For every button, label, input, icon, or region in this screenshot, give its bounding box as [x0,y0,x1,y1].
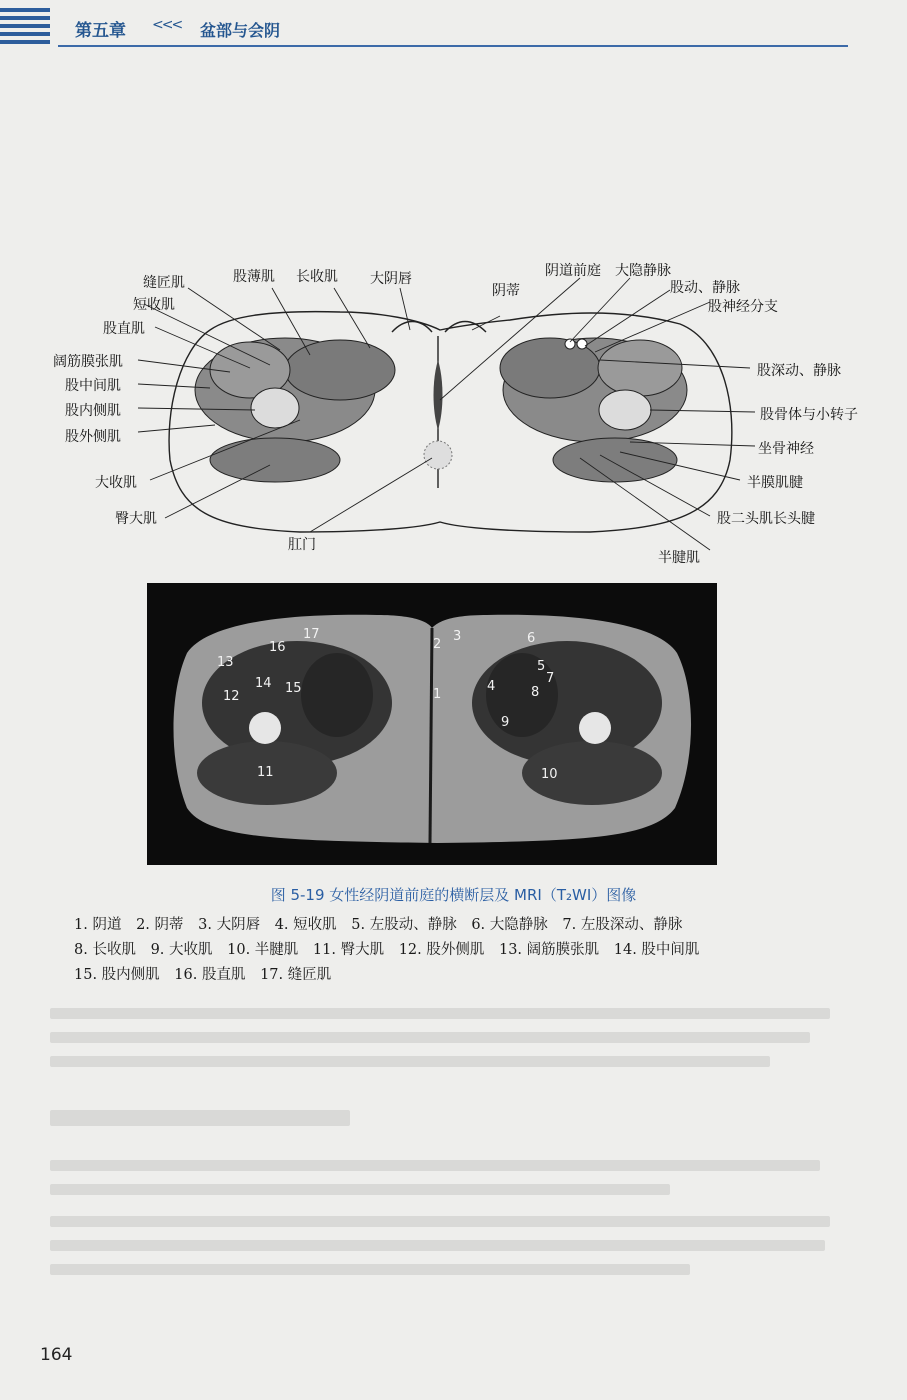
label-semimembranosus-tendon: 半膜肌腱 [747,475,803,491]
legend-item: 14. 股中间肌 [613,942,700,958]
legend-item: 7. 左股深动、静脉 [562,917,683,933]
legend-item: 15. 股内侧肌 [74,967,160,983]
legend-item: 11. 臀大肌 [312,942,385,958]
label-vastus-lateralis: 股外侧肌 [65,429,121,445]
label-frenulum: 阴蒂 [492,283,520,299]
label-adductor-magnus: 大收肌 [95,475,137,491]
mri-label-13: 13 [217,655,234,670]
legend-item: 4. 短收肌 [274,917,337,933]
page-number: 164 [40,1345,73,1365]
header-decoration [0,8,50,44]
legend-item: 6. 大隐静脉 [471,917,548,933]
chapter-number: 第五章 [75,21,126,41]
mri-label-16: 16 [269,640,286,655]
label-rectus-femoris: 股直肌 [103,321,145,337]
label-deep-femoral-vessels: 股深动、静脉 [757,363,841,379]
legend-item: 12. 股外侧肌 [398,942,485,958]
legend-item: 5. 左股动、静脉 [351,917,457,933]
mri-drawing [147,583,717,865]
label-vestibule: 阴道前庭 [545,263,601,279]
label-femur-trochanter: 股骨体与小转子 [760,407,858,423]
chevron-icon: <<< [152,17,182,33]
mri-label-5: 5 [537,659,546,674]
legend-item: 2. 阴蒂 [136,917,184,933]
mri-image [147,583,717,865]
mri-label-6: 6 [527,631,536,646]
label-labium-majus: 大阴唇 [370,271,412,287]
label-anus: 肛门 [288,537,316,553]
label-femoral-vessels: 股动、静脉 [670,280,740,296]
mri-label-4: 4 [487,679,496,694]
mri-label-11: 11 [257,765,274,780]
chapter-title: 盆部与会阴 [200,21,281,40]
anatomy-diagram [40,260,880,580]
legend-item: 10. 半腱肌 [227,942,299,958]
mri-label-8: 8 [531,685,540,700]
mri-label-1: 1 [433,687,442,702]
legend-item: 3. 大阴唇 [198,917,261,933]
legend-item: 13. 阔筋膜张肌 [498,942,600,958]
mri-label-15: 15 [285,681,302,696]
legend-item: 1. 阴道 [74,917,122,933]
label-gluteus-maximus: 臀大肌 [115,511,157,527]
legend-row [74,913,864,938]
mri-label-2: 2 [433,637,442,652]
label-biceps-femoris-tendon: 股二头肌长头腱 [717,511,815,527]
label-semitendinosus: 半腱肌 [658,550,700,566]
label-vastus-intermedius: 股中间肌 [65,378,121,394]
label-tensor-fasciae-latae: 阔筋膜张肌 [53,354,123,370]
mri-label-17: 17 [303,627,320,642]
label-adductor-brevis: 短收肌 [133,297,175,313]
legend-item: 8. 长收肌 [74,942,136,958]
legend-item: 9. 大收肌 [150,942,213,958]
header-rule [58,45,848,47]
label-vastus-medialis: 股内侧肌 [65,403,121,419]
label-femoral-nerve-branch: 股神经分支 [708,299,778,315]
mri-label-7: 7 [546,671,555,686]
label-gracilis: 股薄肌 [233,269,275,285]
mri-label-10: 10 [541,767,558,782]
label-sartorius: 缝匠肌 [143,275,185,291]
figure-caption: 图 5-19 女性经阴道前庭的横断层及 MRI（T₂WI）图像 [270,886,637,904]
mri-label-14: 14 [255,676,272,691]
bleed-through-text [50,960,850,1320]
label-great-saphenous-vein: 大隐静脉 [615,263,671,279]
legend-item: 16. 股直肌 [174,967,246,983]
legend-item: 17. 缝匠肌 [260,967,332,983]
mri-label-3: 3 [453,629,462,644]
mri-label-12: 12 [223,689,240,704]
label-adductor-longus: 长收肌 [296,269,338,285]
label-sciatic-nerve: 坐骨神经 [758,441,814,457]
mri-label-9: 9 [501,715,510,730]
